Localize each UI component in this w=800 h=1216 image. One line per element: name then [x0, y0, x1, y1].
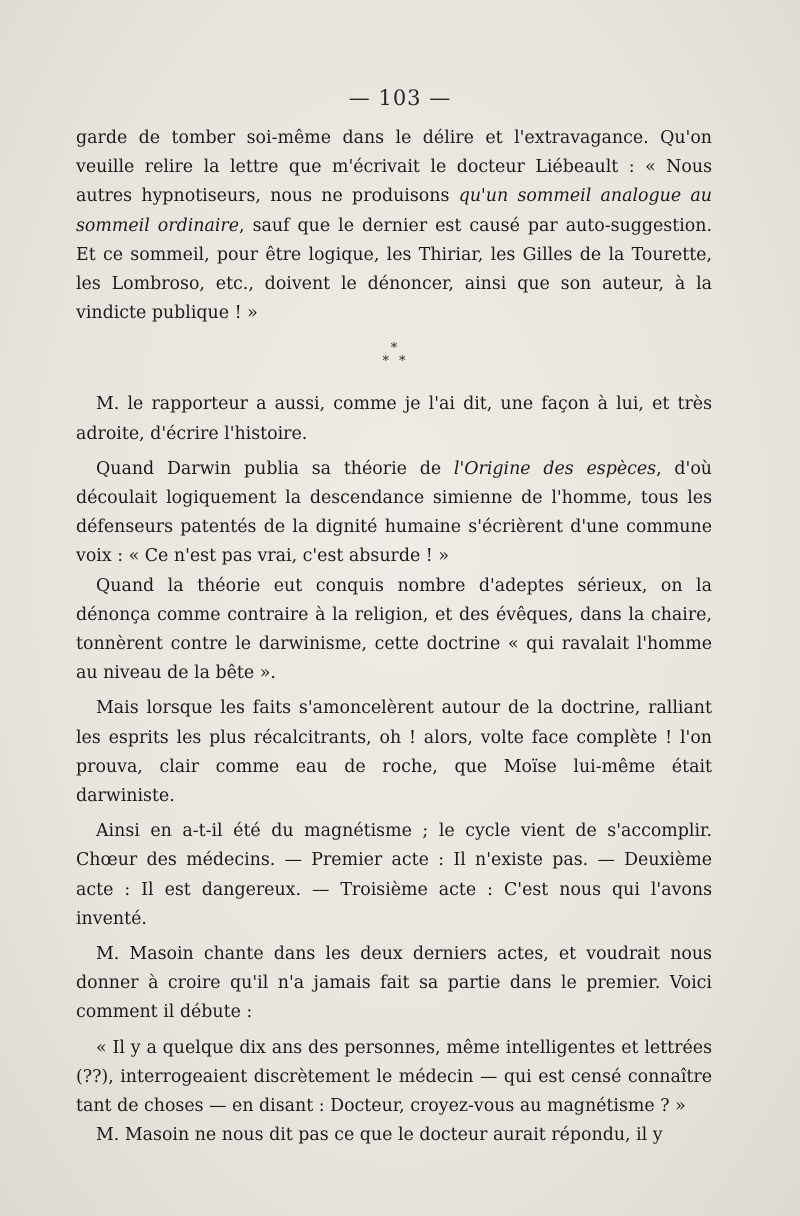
asterism-divider: * ** [382, 341, 416, 370]
paragraph-theory-denounced: Quand la théorie eut conquis nombre d'adeptes sérieux, on la dénonça comme contraire à la religion, et des évêques, dans la chaire, tonnèrent contre le darwinisme, cette doctrine « qui ravalait l'homme au niveau de la bête ». [76, 575, 712, 684]
paragraph-masoin-silence: M. Masoin ne nous dit pas ce que le docteur aurait répondu, il y [96, 1125, 663, 1146]
italic-quote: qu'un sommeil analogue au sommeil ordinaire [76, 186, 713, 236]
paragraph-rapporteur: M. le rapporteur a aussi, comme je l'ai dit, une façon à lui, et très adroite, d'écrire l'histoire. [76, 394, 712, 444]
paragraph-liebeault-letter [76, 124, 712, 328]
body-text [76, 124, 712, 1151]
text-run: garde de tomber soi-même dans le délire et l'extravagance. Qu'on veuille relire la lettre que m'écrivait le docteur Liébeault : « Nous autres hypnotiseurs, nous ne produisons [76, 128, 712, 207]
page-number: — 103 — [348, 86, 452, 110]
paragraph-quote-ten-years: « Il y a quelque dix ans des personnes, même intelligentes et lettrées (??), interrogeaient discrètement le médecin — qui est censé connaître tant de choses — en disant : Docteur, croyez-vous au magnétisme ? » [76, 1037, 712, 1117]
text-run: , sauf que le dernier est causé par auto-suggestion. Et ce sommeil, pour être logique, les Thiriar, les Gilles de la Tourette, les Lombroso, etc., doivent le dénoncer, ainsi que son auteur, à la vindicte publique ! » [76, 215, 712, 324]
paragraph-magnetism-cycle: Ainsi en a-t-il été du magnétisme ; le cycle vient de s'accomplir. Chœur des médecins. — Premier acte : Il n'existe pas. — Deuxième acte : Il est dangereux. — Troisième acte : C'est nous qui l'avons inventé. [76, 821, 712, 929]
text-run: , d'où découlait logiquement la descendance simienne de l'homme, tous les défenseurs patentés de la dignité humaine s'écrièrent d'une commune voix : « Ce n'est pas vrai, c'est absurde ! » [76, 458, 713, 567]
paragraph-moses-darwinist: Mais lorsque les faits s'amoncelèrent autour de la doctrine, ralliant les esprits les plus récalcitrants, oh ! alors, volte face complète ! l'on prouva, clair comme eau de roche, que Moïse lui-même était darwiniste. [76, 698, 712, 807]
italic-book-title: l'Origine des espèces [453, 458, 657, 479]
paragraph-masoin-sings: M. Masoin chante dans les deux derniers actes, et voudrait nous donner à croire qu'il n'a jamais fait sa partie dans le premier. Voici comment il débute : [76, 944, 712, 1023]
paragraph-darwin [76, 455, 712, 572]
text-run: Quand Darwin publia sa théorie de [96, 458, 454, 479]
